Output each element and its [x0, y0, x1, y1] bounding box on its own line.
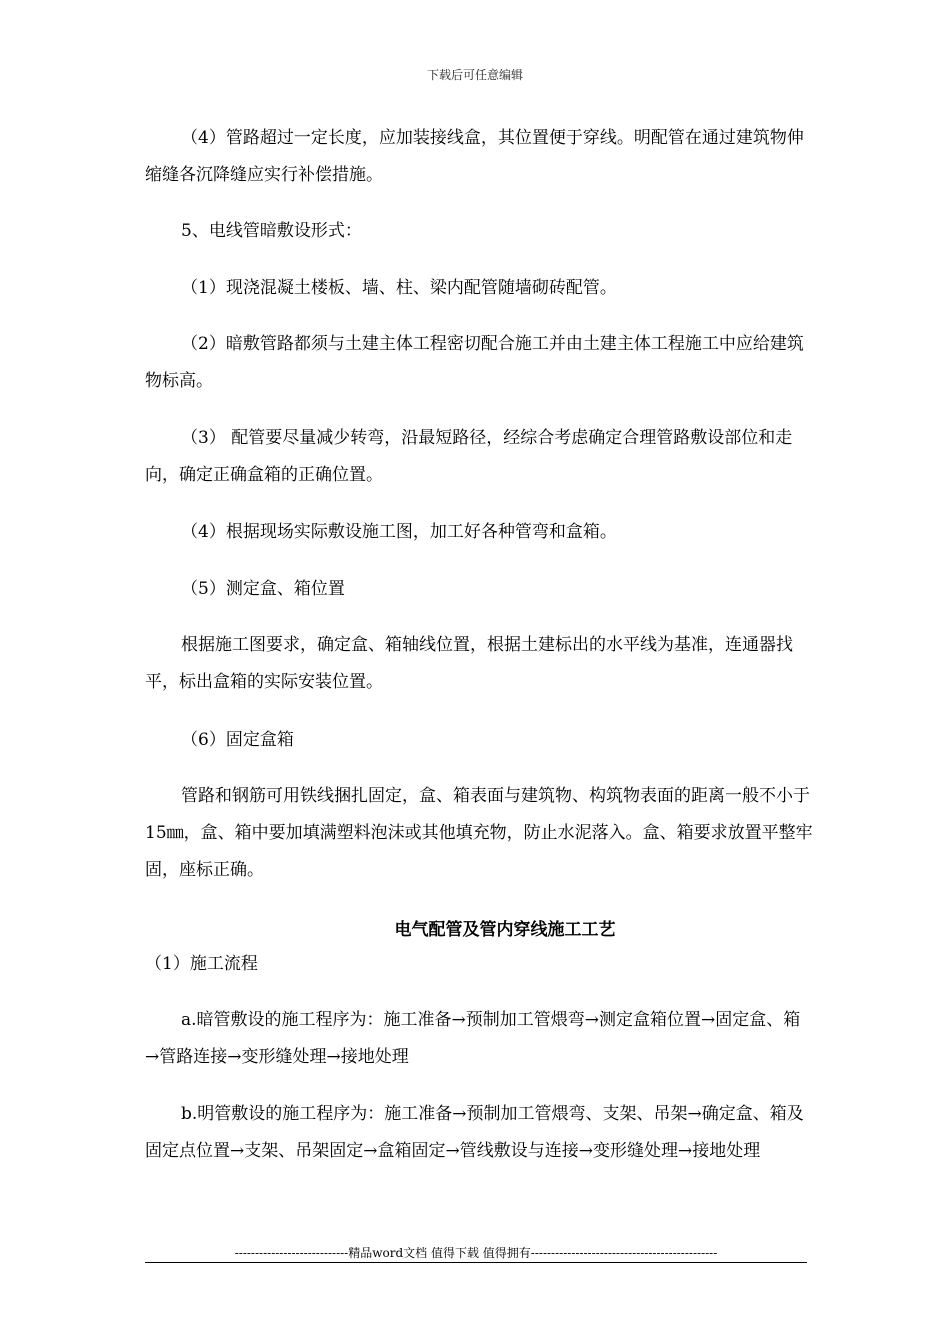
paragraph: （6）固定盒箱: [181, 730, 294, 750]
paragraph: 根据施工图要求，确定盒、箱轴线位置，根据土建标出的水平线为基准，连通器找平，标出盒箱的实际安装位置。: [145, 635, 793, 692]
paragraph: （4）根据现场实际敷设施工图，加工好各种管弯和盒箱。: [181, 522, 617, 542]
paragraph: （3） 配管要尽量减少转弯，沿最短路径，经综合考虑确定合理管路敷设部位和走向，确定正确盒箱的正确位置。: [145, 428, 793, 485]
paragraph: 管路和钢筋可用铁线捆扎固定，盒、箱表面与建筑物、构筑物表面的距离一般不小于15㎜，盒、箱中要加填满塑料泡沫或其他填充物，防止水泥落入。盒、箱要求放置平整牢固，座标正确。: [145, 786, 813, 880]
paragraph: a.暗管敷设的施工程序为：施工准备→预制加工管煨弯→测定盒箱位置→固定盒、箱→管路连接→变形缝处理→接地处理: [145, 1010, 801, 1067]
footer-rule: [145, 1262, 807, 1263]
paragraph: （4）管路超过一定长度，应加装接线盒，其位置便于穿线。明配管在通过建筑物伸缩缝各沉降缝应实行补偿措施。: [145, 128, 804, 185]
paragraph: 5、电线管暗敷设形式：: [181, 221, 362, 241]
page-header: 下载后可任意编辑: [426, 68, 523, 82]
paragraph: （5）测定盒、箱位置: [181, 579, 345, 599]
page-footer: ----------------------------精品word文档 值得下载 值得拥有----------------------------------------------: [234, 1246, 718, 1260]
paragraph: b.明管敷设的施工程序为：施工准备→预制加工管煨弯、支架、吊架→确定盒、箱及固定点位置→支架、吊架固定→盒箱固定→管线敷设与连接→变形缝处理→接地处理: [145, 1104, 804, 1161]
paragraph: （2）暗敷管路都须与土建主体工程密切配合施工并由土建主体工程施工中应给建筑物标高。: [145, 334, 804, 391]
section-title: 电气配管及管内穿线施工工艺: [394, 920, 616, 940]
section-subtitle: （1）施工流程: [145, 954, 258, 974]
paragraph: （1）现浇混凝土楼板、墙、柱、梁内配管随墙砌砖配管。: [181, 278, 617, 298]
